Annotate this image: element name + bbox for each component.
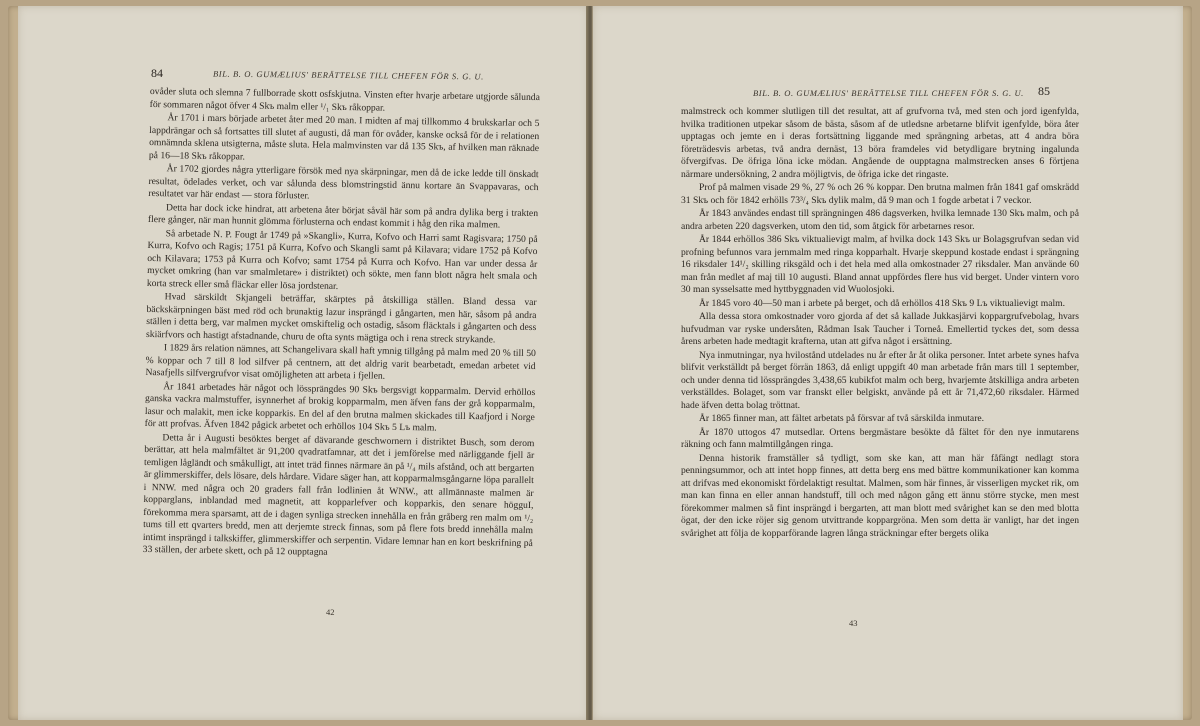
right-paragraph: Prof på malmen visade 29 %, 27 % och 26 % koppar. Den brutna malmen från 1841 gaf omskrädd 31 Skъ och för 1842 erhölls 73³/₄ Skъ dylik malm, då 9 man och 1 fogde arbetat i 7 veckor. xyxy=(681,182,1079,206)
left-footer-number: 42 xyxy=(326,607,335,617)
right-paragraph: År 1843 användes endast till sprängningen 486 dagsverken, hvilka lemnade 130 Skъ malm, och på andra arbeten 220 dagsverken, utom den tid, som åtgick för arbetarnes resor. xyxy=(681,208,1079,232)
right-paragraph: År 1870 uttogos 47 mutsedlar. Ortens bergmästare besökte då fältet för den nye inmutarens räkning och fann malmtillgången ringa. xyxy=(681,426,1079,450)
left-paragraph: År 1702 gjordes några ytterligare försök med nya skärpningar, men då de icke ledde till önskadt resultat, ödelades verket, och var sålunda dess blomstringstid ännu kortare än Svappavaras, och resultatet var här endast — stora förluster. xyxy=(148,163,539,202)
left-page xyxy=(18,6,589,720)
right-footer-number: 43 xyxy=(849,618,858,628)
open-book xyxy=(8,6,1192,720)
left-page-text xyxy=(143,86,540,564)
right-running-head: BIL. B. O. GUMÆLIUS' BERÄTTELSE TILL CHEFEN FÖR S. G. U. xyxy=(753,88,1024,98)
right-paragraph: År 1844 erhöllos 386 Skъ viktualievigt malm, af hvilka dock 143 Skъ ur Bolagsgrufvan sedan vid profning befunnos vara jernmalm med ringa kopparhalt. Hvarje skeppund kostade endast i sprängning 16 riksdaler 14¹/₂ skilling riksgäld och i det hela med alla omkostnader 27 riksdaler. Man använde 60 man från medlet af maj till 10 augusti. Bland annat uppfördes flere hus vid berget. Under vintern voro 30 man sysselsatte med hyttbyggnaden vid Wuolosjoki. xyxy=(681,234,1079,295)
right-paragraph: Nya inmutningar, nya hvilostånd utdelades nu år efter år åt olika personer. Intet arbete synes hafva blifvit verkställdt på berget förrän 1863, då enligt uppgift 40 man arbetade från mars till 1 september, och under denna tid lössprängdes 3,438,65 kubikfot malm och berg, hvarjemte åtskilliga andra arbeten verkställdes. Bolaget, som var franskt eller belgiskt, använde på ett år 71,472,60 riksdaler. Härmed hade äfven detta bolag tröttnat. xyxy=(681,349,1079,411)
right-paragraph: Denna historik framställer så tydligt, som ske kan, att man här fåfängt nedlagt stora penningsummor, och att intet hopp finnes, att detta berg ens med bättre kommunikationer kan komma att drifvas med ekonomiskt fördelaktigt resultat. Malmen, som här finnes, är visserligen mycket rik, om man kan finna en eller annan handstuff, till och med någon gång ett ännu större stycke, men mest förekommer malmen så fint insprängd i bergarten, att man blott med svårighet kan se den med blotta ögat, der den icke röjer sig genom utvittrande koppargröna. Men som detta är vanligt, har det ingen svårighet att följa de kopparförande lagren långa sträckningar efter bergets olika xyxy=(681,452,1079,539)
right-page-number: 85 xyxy=(1038,84,1050,98)
left-paragraph: Detta har dock icke hindrat, att arbetena åter börjat såväl här som på andra dylika berg i trakten flere gånger, när man hunnit glömma förlusterna och endast kommit i håg den rika malmen. xyxy=(147,201,539,231)
left-paragraph: Så arbetade N. P. Fougt år 1749 på »Skangli», Kurra, Kofvo och Harri samt Ragisvara; 1750 på Kurra, Kofvo och Ragis; 1751 på Kurra, Kofvo och Skangli samt på Kilavara; vidare 1752 på Kofvo och Kilavara; 1753 på Kurra och Kofvo; samt 1754 på Kurra och Kofvo. Han var under dessa år mycket omkring (han var smalmletare» i distriktet) och sökte, men fann blott några helt smala och korta streck eller små fläckar eller lösa jordstenar. xyxy=(146,227,538,292)
right-paragraph: malmstreck och kommer slutligen till det resultat, att af grufvorna två, med sten och jord igenfylda, hvilka traditionen utpekar såsom de bästa, såsom af de utledsne arbetarne blifvit igenfylde, böra åter upptagas och jemte en i deras fortsättning liggande med sprängning arbetas, att 4 andra böra företrädesvis arbetas, två andra dernäst, 13 böra framdeles vid betydligare brytning ingalunda öfvergifvas. De öfriga löna icke mödan. Angående de oupptagna malmstrecken anses 6 förtjena närmare undersökning, 2 andra möjligtvis, de öfriga icke det ringaste. xyxy=(681,106,1079,180)
left-paragraph: År 1701 i mars började arbetet åter med 20 man. I midten af maj tillkommo 4 brukskarlar och 5 lappdrängar och så fortsattes till slutet af augusti, då man för ovåder, kanske också för de i relationen omnämnda sklena utsigterna, måste sluta. Hela malmvinsten var då 135 Skъ, af hvilken man räknade på 16—18 Skъ råkoppar. xyxy=(148,112,540,163)
right-paragraph: Alla dessa stora omkostnader voro gjorda af det så kallade Jukkasjärvi koppargrufvebolag, hvars hufvudman var ryske undersåten, Rådman Isak Taucher i Torneå. Emellertid tyckes det, som dessa årens arbeten hade medtagit krafterna, utan att gifva något i ersättning. xyxy=(681,311,1079,347)
right-page-text xyxy=(681,106,1079,541)
left-paragraph: Detta år i Augusti besöktes berget af dävarande geschwornern i distriktet Busch, som derom berättar, att hela malmfältet är 91,200 qvadratfamnar, att det i jemförelse med närliggande fjell är temligen lågländt och småkulligt, att intet träd finnes närmare än på ¹/₄ mils afstånd, och att bergarten är glimmerskiffer, dels lösare, dels hårdare. Vidare säger han, att kopparmalmsgångarne löpa parallelt i NNW. med några och 20 graders fall från lodlinien åt WNW., att allmännaste malmen är kopparglans, inblandad med magnetit, att kopparlefver och kopparkis, den senare högguI, förekomma mera sparsamt, att de i dagen synliga strecken innehålla en från gråberg ren malm om ¹/₂ tums till ett qvarters bredd, men att derjemte streck finnas, som på flere fots bredd innehålla malm intimt insprängd i talkskiffer, glimmerskiffer och serpentin. Vidare lemnar han en kort beskrifning på 33 ställen, der arbete skett, och på 12 oupptagna xyxy=(142,431,535,558)
left-running-head: BIL. B. O. GUMÆLIUS' BERÄTTELSE TILL CHEFEN FÖR S. G. U. xyxy=(212,68,484,82)
right-paragraph: År 1865 finner man, att fältet arbetats på försvar af två särskilda inmutare. xyxy=(699,413,985,424)
left-paragraph: År 1841 arbetades här något och lössprängdes 90 Skъ bergsvigt kopparmalm. Dervid erhöllos ganska vackra malmstuffer, isynnerhet af brokig kopparmalm, men äfven fans der grå kopparmalm, lasur och malakit, men icke kopparkis. En del af den brutna malmen skickades till Kaafjord i Norge för att profvas. Äfven 1842 pågick arbetet och erhöllos 104 Skъ 5 Lъ malm. xyxy=(144,380,536,434)
left-paragraph: ovåder sluta och slemna 7 fullborrade skott osfskjutna. Vinsten efter hvarje arbetare utgjorde sålunda för sommaren något öfver 4 Skъ malm eller ¹/₁ Skъ råkoppar. xyxy=(149,86,540,114)
left-paragraph: Hvad särskildt Skjangeli beträffar, skärptes på åtskilliga ställen. Bland dessa var bäckskärpningen bäst med röd och brunaktig lazur insprängd i gångarten, men här, såsom på andra ställen i detta berg, var malmen mycket omskiftelig och ostadig, såsom fläcktals i gångarten och dess skiärfvors och hastigt afstadnande, churu de ofta synts mägtiga och i rena streck strykande. xyxy=(146,291,537,345)
left-paragraph: I 1829 års relation nämnes, att Schangelivara skall haft ymnig tillgång på malm med 20 % till 50 % koppar och 7 till 8 lod silfver på centnern, att det aldrig varit bearbetadt, emedan arbetet vid Nasafjells silfvergrufvor visat omöjligheten att arbeta i fjellen. xyxy=(145,342,536,382)
right-paragraph: År 1845 voro 40—50 man i arbete på berget, och då erhöllos 418 Skъ 9 Lъ viktualievigt malm. xyxy=(699,297,1065,309)
right-page xyxy=(592,6,1183,720)
left-page-number: 84 xyxy=(151,66,163,80)
